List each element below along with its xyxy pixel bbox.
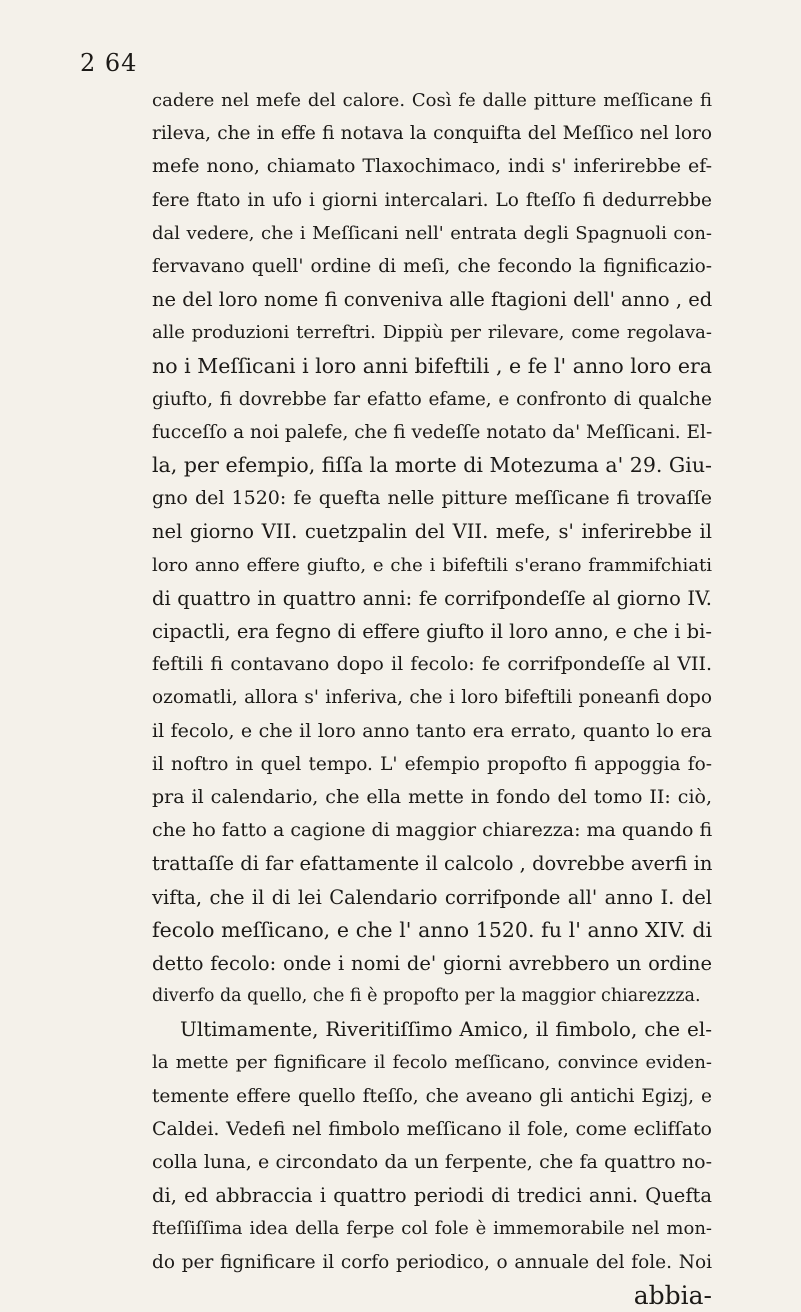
- text-line: dal vedere, che i Meſſicani nell' entrata degli Spagnuoli con-: [152, 222, 712, 244]
- text-line: loro anno effere giufto, e che i bifeftili s'erano frammifchiati: [152, 554, 712, 576]
- text-line: trattaſſe di far efattamente il calcolo , dovrebbe averfi in: [152, 852, 713, 876]
- text-line: nel giorno VII. cuetzpalin del VII. mefe, s' inferirebbe il: [152, 520, 712, 544]
- text-line: Caldei. Vedefi nel fimbolo meſſicano il fole, come eclifſato: [152, 1117, 712, 1140]
- text-line: detto fecolo: onde i nomi de' giorni avrebbero un ordine: [152, 951, 712, 975]
- text-line: la mette per fignificare il fecolo meſſicano, convince eviden-: [152, 1052, 712, 1074]
- text-line: cipactli, era fegno di effere giufto il loro anno, e che i bi-: [152, 620, 712, 643]
- text-line: rileva, che in effe fi notava la conquifta del Meſſico nel loro: [152, 123, 712, 145]
- text-line: feftili fi contavano dopo il fecolo: fe corrifpondeſſe al VII.: [152, 653, 712, 676]
- page-number: 2 64: [80, 49, 138, 77]
- text-line: gno del 1520: fe quefta nelle pitture meſſicane fi trovaſſe: [152, 487, 712, 510]
- text-line: alle produzioni terreftri. Dippiù per rilevare, come regolava-: [152, 322, 712, 344]
- text-line: vifta, che il di lei Calendario corrifponde all' anno I. del: [152, 885, 712, 909]
- body-text: [152, 84, 712, 1312]
- text-line: Ultimamente, Riveritiſſimo Amico, il fimbolo, che el-: [180, 1017, 712, 1042]
- text-line: che ho fatto a cagione di maggior chiarezza: ma quando fi: [152, 819, 713, 842]
- text-line: di quattro in quattro anni: fe corrifpondeſſe al giorno IV.: [152, 586, 712, 610]
- text-line: colla luna, e circondato da un ferpente, che fa quattro no-: [152, 1151, 712, 1173]
- text-line: fteſſiſſima idea della ferpe col fole è immemorabile nel mon-: [152, 1218, 712, 1240]
- text-line: la, per efempio, fiſſa la morte di Motezuma a' 29. Giu-: [152, 453, 712, 478]
- text-line: no i Meſſicani i loro anni bifeftili , e fe l' anno loro era: [152, 353, 712, 378]
- text-line: fervavano quell' ordine di meſi, che fecondo la fignificazio-: [152, 255, 712, 277]
- catchword: abbia-: [633, 1280, 712, 1310]
- text-line: il noftro in quel tempo. L' efempio propofto fi appoggia fo-: [152, 753, 712, 775]
- text-line: mefe nono, chiamato Tlaxochimaco, indi s' inferirebbe ef-: [152, 155, 712, 178]
- text-line: diverfo da quello, che fi è propofto per la maggior chiarezzza.: [152, 986, 701, 1007]
- text-line: di, ed abbraccia i quattro periodi di tredici anni. Quefta: [152, 1184, 712, 1208]
- text-line: fecolo meſſicano, e che l' anno 1520. fu l' anno XIV. di: [152, 917, 712, 942]
- text-line: ozomatli, allora s' inferiva, che i loro bifeftili poneanfi dopo: [152, 687, 712, 709]
- text-line: giufto, fi dovrebbe far efatto efame, e confronto di qualche: [152, 388, 712, 410]
- text-line: pra il calendario, che ella mette in fondo del tomo II: ciò,: [152, 785, 712, 808]
- text-line: ne del loro nome fi conveniva alle ftagioni dell' anno , ed: [152, 288, 713, 312]
- text-line: temente effere quello fteſſo, che aveano gli antichi Egizj, e: [152, 1085, 712, 1107]
- text-line: do per fignificare il corfo periodico, o annuale del fole. Noi: [152, 1251, 712, 1273]
- text-line: fucceſſo a noi palefe, che fi vedeſſe notato da' Meſſicani. El-: [152, 421, 713, 443]
- text-line: il fecolo, e che il loro anno tanto era errato, quanto lo era: [152, 719, 712, 742]
- text-line: fere ftato in ufo i giorni intercalari. Lo fteſſo fi dedurrebbe: [152, 189, 712, 211]
- text-line: cadere nel mefe del calore. Così fe dalle pitture meſſicane fi: [152, 90, 712, 111]
